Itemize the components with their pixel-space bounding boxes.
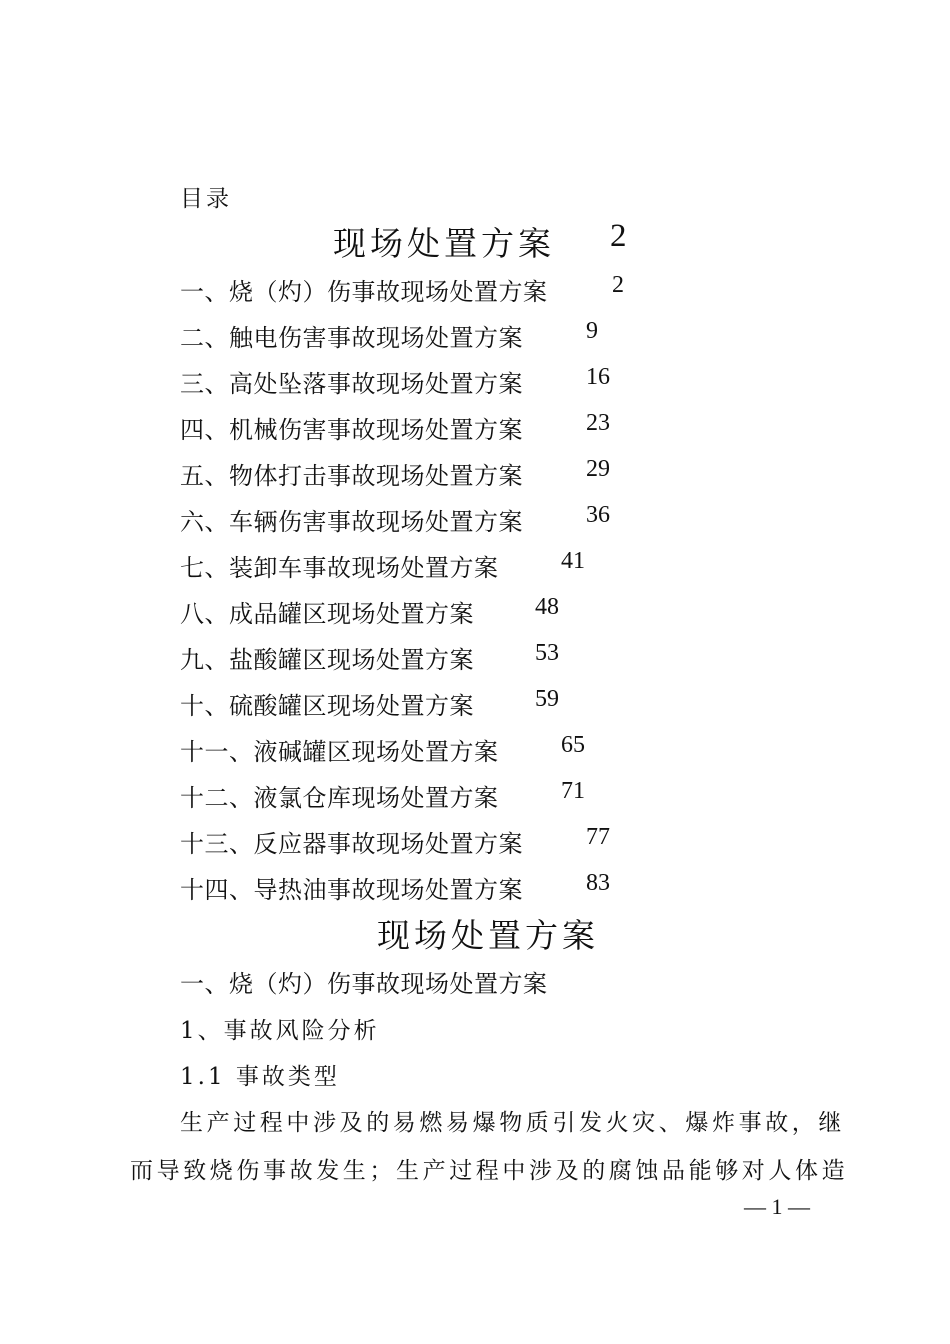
toc-entry-5-page: 29 [586, 456, 610, 482]
toc-entry-4-page: 23 [586, 410, 610, 436]
toc-entry-6-label[interactable]: 六、车辆伤害事故现场处置方案 [180, 508, 523, 536]
toc-entry-1-label[interactable]: 一、烧（灼）伤事故现场处置方案 [180, 278, 548, 306]
toc-entry-13-page: 77 [586, 824, 610, 850]
toc-entry-8-page: 48 [535, 594, 559, 620]
toc-heading-label: 现场处置方案 [333, 224, 555, 263]
paragraph-line-2: 而导致烧伤事故发生；生产过程中涉及的腐蚀品能够对人体造 [130, 1158, 849, 1184]
toc-entry-10-label[interactable]: 十、硫酸罐区现场处置方案 [180, 692, 474, 720]
toc-entry-1-page: 2 [612, 272, 624, 298]
toc-entry-5-label[interactable]: 五、物体打击事故现场处置方案 [180, 462, 523, 490]
section-title: 一、烧（灼）伤事故现场处置方案 [180, 970, 548, 998]
toc-entry-14-label[interactable]: 十四、导热油事故现场处置方案 [180, 876, 523, 904]
toc-entry-10-page: 59 [535, 686, 559, 712]
toc-entry-8-label[interactable]: 八、成品罐区现场处置方案 [180, 600, 474, 628]
toc-entry-6-page: 36 [586, 502, 610, 528]
toc-entry-9-page: 53 [535, 640, 559, 666]
toc-title: 目录 [180, 186, 232, 212]
toc-entry-7-page: 41 [561, 548, 585, 574]
toc-entry-7-label[interactable]: 七、装卸车事故现场处置方案 [180, 554, 499, 582]
toc-heading-page: 2 [610, 218, 627, 254]
subsubsection-title: 1.1 事故类型 [180, 1064, 340, 1090]
toc-entry-12-label[interactable]: 十二、液氯仓库现场处置方案 [180, 784, 499, 812]
toc-entry-12-page: 71 [561, 778, 585, 804]
toc-entry-11-label[interactable]: 十一、液碱罐区现场处置方案 [180, 738, 499, 766]
toc-entry-14-page: 83 [586, 870, 610, 896]
toc-entry-3-page: 16 [586, 364, 610, 390]
page-number: — 1 — [744, 1194, 810, 1219]
toc-entry-2-page: 9 [586, 318, 598, 344]
subsection-title: 1、事故风险分析 [180, 1018, 380, 1044]
paragraph-line-1: 生产过程中涉及的易燃易爆物质引发火灾、爆炸事故，继 [180, 1110, 845, 1136]
toc-entry-13-label[interactable]: 十三、反应器事故现场处置方案 [180, 830, 523, 858]
toc-entry-2-label[interactable]: 二、触电伤害事故现场处置方案 [180, 324, 523, 352]
toc-entry-3-label[interactable]: 三、高处坠落事故现场处置方案 [180, 370, 523, 398]
toc-entry-4-label[interactable]: 四、机械伤害事故现场处置方案 [180, 416, 523, 444]
toc-entry-11-page: 65 [561, 732, 585, 758]
main-title: 现场处置方案 [377, 916, 599, 955]
toc-entry-9-label[interactable]: 九、盐酸罐区现场处置方案 [180, 646, 474, 674]
